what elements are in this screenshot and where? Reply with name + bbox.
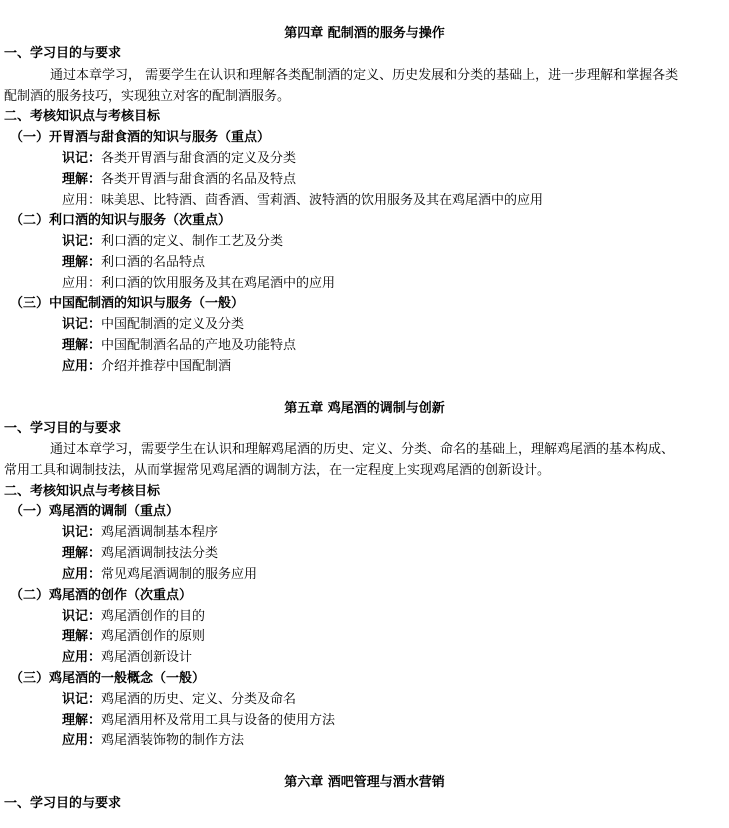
item-value: 鸡尾酒装饰物的制作方法 — [101, 733, 245, 748]
ch4-section-assessment: 二、考核知识点与考核目标 — [4, 109, 161, 124]
ch5-group-1-heading: （一）鸡尾酒的调制（重点） — [10, 504, 180, 519]
item-key: 应用： — [62, 733, 102, 748]
item-value: 味美思、比特酒、茴香酒、雪莉酒、波特酒的饮用服务及其在鸡尾酒中的应用 — [101, 193, 544, 208]
ch4-g1-item-2 — [62, 170, 296, 190]
item-value: 各类开胃酒与甜食酒的定义及分类 — [101, 151, 297, 166]
item-key: 应用： — [62, 650, 102, 665]
ch5-g2-item-1 — [62, 607, 205, 627]
item-value: 中国配制酒的定义及分类 — [101, 317, 245, 332]
ch4-g2-item-3 — [62, 274, 335, 294]
ch4-group-3-heading: （三）中国配制酒的知识与服务（一般） — [10, 296, 245, 311]
item-key: 理解： — [62, 546, 102, 561]
ch4-g3-item-2 — [62, 336, 296, 356]
ch4-g3-item-1 — [62, 315, 244, 335]
ch4-group-2-heading: （二）利口酒的知识与服务（次重点） — [10, 213, 232, 228]
item-value: 鸡尾酒创作的原则 — [101, 629, 206, 644]
item-value: 利口酒的饮用服务及其在鸡尾酒中的应用 — [101, 276, 336, 291]
ch5-g3-item-1 — [62, 690, 296, 710]
ch5-group-3-heading: （三）鸡尾酒的一般概念（一般） — [10, 671, 206, 686]
item-key: 识记： — [62, 234, 102, 249]
chapter-5-title: 第五章 鸡尾酒的调制与创新 — [284, 401, 445, 416]
item-key: 识记： — [62, 692, 102, 707]
chapter-6-title: 第六章 酒吧管理与酒水营销 — [284, 775, 445, 790]
ch5-g2-item-3 — [62, 648, 192, 668]
ch5-g2-item-2 — [62, 627, 205, 647]
item-value: 鸡尾酒用杯及常用工具与设备的使用方法 — [101, 713, 336, 728]
ch5-g3-item-3 — [62, 731, 244, 751]
item-value: 鸡尾酒创新设计 — [101, 650, 193, 665]
ch5-group-2-heading: （二）鸡尾酒的创作（次重点） — [10, 588, 193, 603]
ch4-g2-item-1 — [62, 232, 283, 252]
ch5-g1-item-3 — [62, 565, 257, 585]
item-value: 鸡尾酒调制基本程序 — [101, 525, 219, 540]
ch5-section-objectives: 一、学习目的与要求 — [4, 421, 122, 436]
ch5-g1-item-1 — [62, 523, 218, 543]
item-key: 应用： — [62, 193, 102, 208]
ch5-objectives-paragraph-line1: 通过本章学习，需要学生在认识和理解鸡尾酒的历史、定义、分类、命名的基础上，理解鸡尾酒的基本构成、 — [50, 442, 675, 457]
item-key: 理解： — [62, 172, 102, 187]
ch5-section-assessment: 二、考核知识点与考核目标 — [4, 484, 161, 499]
item-key: 应用： — [62, 359, 102, 374]
item-key: 识记： — [62, 525, 102, 540]
item-value: 鸡尾酒的历史、定义、分类及命名 — [101, 692, 297, 707]
ch6-section-objectives: 一、学习目的与要求 — [4, 796, 122, 811]
ch4-g1-item-1 — [62, 149, 296, 169]
ch4-g1-item-3 — [62, 191, 543, 211]
item-key: 识记： — [62, 151, 102, 166]
item-value: 中国配制酒名品的产地及功能特点 — [101, 338, 297, 353]
item-key: 应用： — [62, 276, 102, 291]
item-key: 识记： — [62, 317, 102, 332]
item-key: 理解： — [62, 338, 102, 353]
item-value: 常见鸡尾酒调制的服务应用 — [101, 567, 258, 582]
ch4-section-objectives: 一、学习目的与要求 — [4, 46, 122, 61]
ch4-group-1-heading: （一）开胃酒与甜食酒的知识与服务（重点） — [10, 130, 271, 145]
ch5-g3-item-2 — [62, 711, 335, 731]
item-value: 各类开胃酒与甜食酒的名品及特点 — [101, 172, 297, 187]
ch4-g2-item-2 — [62, 253, 205, 273]
chapter-4-title: 第四章 配制酒的服务与操作 — [284, 26, 445, 41]
ch4-g3-item-3 — [62, 357, 231, 377]
item-value: 利口酒的定义、制作工艺及分类 — [101, 234, 284, 249]
ch4-objectives-paragraph-line1: 通过本章学习， 需要学生在认识和理解各类配制酒的定义、历史发展和分类的基础上，进一步理解和掌握各类 — [50, 68, 679, 83]
item-key: 理解： — [62, 713, 102, 728]
item-value: 介绍并推荐中国配制酒 — [101, 359, 232, 374]
ch4-objectives-paragraph-line2: 配制酒的服务技巧，实现独立对客的配制酒服务。 — [4, 89, 291, 104]
ch5-objectives-paragraph-line2: 常用工具和调制技法，从而掌握常见鸡尾酒的调制方法，在一定程度上实现鸡尾酒的创新设计。 — [4, 463, 551, 478]
item-key: 应用： — [62, 567, 102, 582]
item-value: 利口酒的名品特点 — [101, 255, 206, 270]
item-key: 理解： — [62, 629, 102, 644]
item-value: 鸡尾酒创作的目的 — [101, 609, 206, 624]
item-value: 鸡尾酒调制技法分类 — [101, 546, 219, 561]
item-key: 识记： — [62, 609, 102, 624]
ch5-g1-item-2 — [62, 544, 218, 564]
item-key: 理解： — [62, 255, 102, 270]
